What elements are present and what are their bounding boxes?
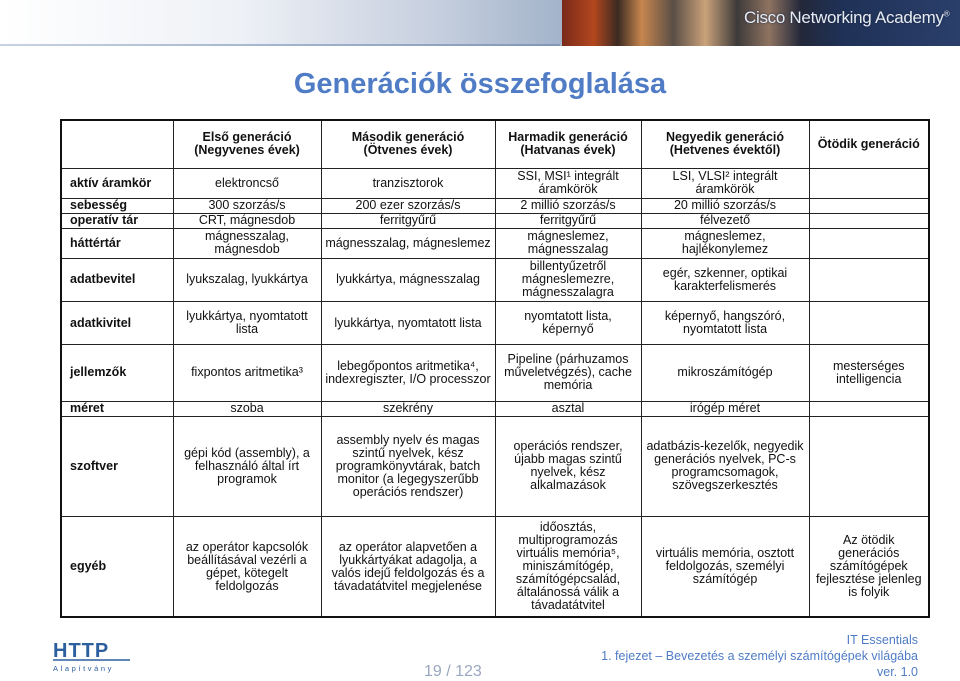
http-logo-subtitle: Alapítvány [53, 664, 115, 673]
table-cell [809, 302, 929, 345]
table-cell: mágnesszalag, mágneslemez [321, 228, 495, 258]
table-cell: félvezető [641, 213, 809, 228]
table-cell: adatbázis-kezelők, negyedik generációs nyelvek, PC-s programcsomagok, szövegszerkesztés [641, 416, 809, 516]
table-row [61, 168, 929, 198]
http-foundation-logo [52, 638, 132, 674]
table-cell: billentyűzetről mágneslemezre, mágnesszalagra [495, 258, 641, 301]
table-cell [809, 401, 929, 416]
table-row [61, 517, 929, 618]
row-label: szoftver [61, 416, 173, 516]
footer-course-info [601, 632, 918, 680]
table-cell: mágneslemez, mágnesszalag [495, 228, 641, 258]
table-cell: képernyő, hangszóró, nyomtatott lista [641, 302, 809, 345]
row-label: adatbevitel [61, 258, 173, 301]
table-cell: lyukszalag, lyukkártya [173, 258, 321, 301]
version-label: ver. 1.0 [877, 665, 918, 679]
table-row [61, 345, 929, 401]
table-cell [809, 168, 929, 198]
table-cell: operációs rendszer, újabb magas szintű nyelvek, kész alkalmazások [495, 416, 641, 516]
generations-table [60, 119, 930, 618]
http-logo-graphic [52, 638, 132, 674]
table-cell: mágneslemez, hajlékonylemez [641, 228, 809, 258]
column-header: Negyedik generáció (Hetvenes évektől) [641, 120, 809, 168]
table-cell: lyukkártya, mágnesszalag [321, 258, 495, 301]
table-row [61, 401, 929, 416]
table-cell [809, 258, 929, 301]
table-cell: ferritgyűrű [495, 213, 641, 228]
table-cell: időosztás, multiprogramozás virtuális memória⁵, miniszámítógép, számítógépcsalád, általánossá válik a távadatátvitel [495, 517, 641, 618]
table-cell: assembly nyelv és magas szintű nyelvek, kész programkönyvtárak, batch monitor (a legegyszerűbb operációs rendszer) [321, 416, 495, 516]
table-row [61, 228, 929, 258]
table-cell: 300 szorzás/s [173, 198, 321, 213]
row-label: operatív tár [61, 213, 173, 228]
course-name: IT Essentials [846, 633, 918, 647]
row-label: egyéb [61, 517, 173, 618]
table-cell: SSI, MSI¹ integrált áramkörök [495, 168, 641, 198]
slide-title: Generációk összefoglalása [293, 68, 667, 100]
table-cell [809, 213, 929, 228]
generations-table-wrapper [60, 119, 928, 618]
table-cell: szekrény [321, 401, 495, 416]
table-cell: mikroszámítógép [641, 345, 809, 401]
table-row [61, 302, 929, 345]
table-cell: irógép méret [641, 401, 809, 416]
header-strip [0, 44, 560, 46]
table-row [61, 416, 929, 516]
table-header-row [61, 120, 929, 168]
row-label: méret [61, 401, 173, 416]
table-cell: gépi kód (assembly), a felhasználó által írt programok [173, 416, 321, 516]
table-cell: szoba [173, 401, 321, 416]
table-cell: egér, szkenner, optikai karakterfelismerés [641, 258, 809, 301]
chapter-title: 1. fejezet – Bevezetés a személyi számítógépek világába [601, 649, 918, 663]
table-cell: asztal [495, 401, 641, 416]
table-cell: fixpontos aritmetika³ [173, 345, 321, 401]
table-cell: az operátor alapvetően a lyukkártyákat adagolja, a valós idejű feldolgozás és a távadatátvitel megjelenése [321, 517, 495, 618]
table-cell: tranzisztorok [321, 168, 495, 198]
table-cell: mesterséges intelligencia [809, 345, 929, 401]
column-header [61, 120, 173, 168]
table-cell: mágnesszalag, mágnesdob [173, 228, 321, 258]
table-row [61, 258, 929, 301]
page-number: 19 / 123 [424, 663, 482, 680]
table-cell [809, 228, 929, 258]
http-logo-text: HTTP [53, 640, 110, 662]
table-cell: ferritgyűrű [321, 213, 495, 228]
row-label: aktív áramkör [61, 168, 173, 198]
column-header: Második generáció (Ötvenes évek) [321, 120, 495, 168]
cisco-networking-academy-logo: Cisco Networking Academy® [744, 8, 950, 27]
row-label: háttértár [61, 228, 173, 258]
column-header: Ötödik generáció [809, 120, 929, 168]
table-cell: lyukkártya, nyomtatott lista [173, 302, 321, 345]
table-cell: az operátor kapcsolók beállításával vezérli a gépet, kötegelt feldolgozás [173, 517, 321, 618]
table-row [61, 198, 929, 213]
row-label: adatkivitel [61, 302, 173, 345]
table-cell: LSI, VLSI² integrált áramkörök [641, 168, 809, 198]
table-cell: elektroncső [173, 168, 321, 198]
table-cell: lebegőpontos aritmetika⁴, indexregiszter, I/O processzor [321, 345, 495, 401]
table-cell: virtuális memória, osztott feldolgozás, személyi számítógép [641, 517, 809, 618]
table-cell: 20 millió szorzás/s [641, 198, 809, 213]
table-cell: CRT, mágnesdob [173, 213, 321, 228]
table-cell: nyomtatott lista, képernyő [495, 302, 641, 345]
row-label: jellemzők [61, 345, 173, 401]
table-cell: Az ötödik generációs számítógépek fejlesztése jelenleg is folyik [809, 517, 929, 618]
table-cell [809, 198, 929, 213]
table-cell [809, 416, 929, 516]
table-cell: 2 millió szorzás/s [495, 198, 641, 213]
column-header: Első generáció (Negyvenes évek) [173, 120, 321, 168]
column-header: Harmadik generáció (Hatvanas évek) [495, 120, 641, 168]
table-row [61, 213, 929, 228]
table-cell: 200 ezer szorzás/s [321, 198, 495, 213]
table-cell: lyukkártya, nyomtatott lista [321, 302, 495, 345]
table-cell: Pipeline (párhuzamos műveletvégzés), cache memória [495, 345, 641, 401]
row-label: sebesség [61, 198, 173, 213]
